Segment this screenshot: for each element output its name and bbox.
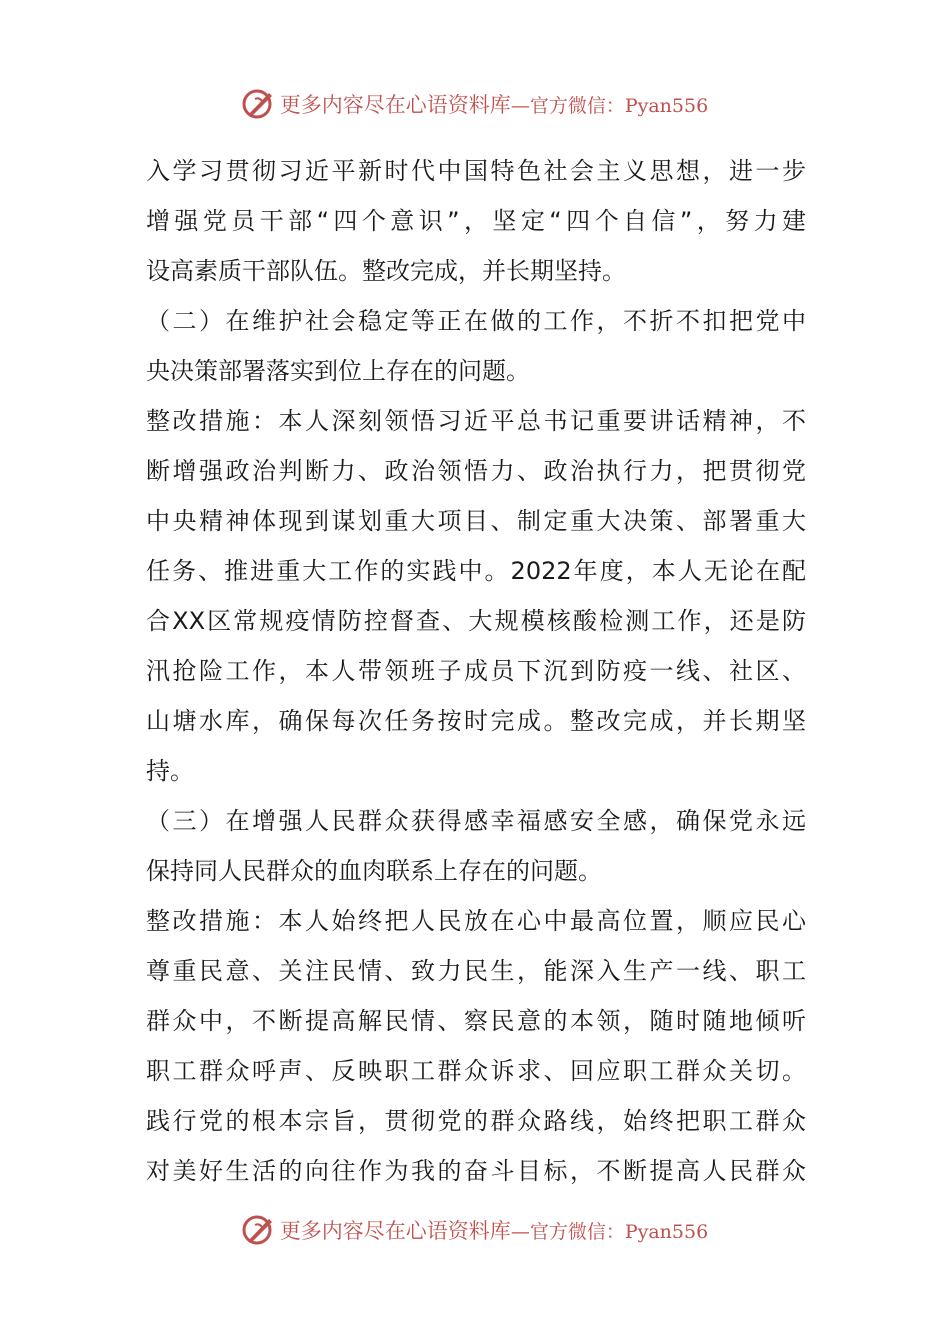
- text-line: 合XX区常规疫情防控督查、大规模核酸检测工作，还是防: [146, 607, 806, 635]
- text-line: 践行党的根本宗旨，贯彻党的群众路线，始终把职工群众: [146, 1107, 806, 1135]
- text-line: 汛抢险工作，本人带领班子成员下沉到防疫一线、社区、: [146, 657, 806, 685]
- text-line: 整改措施：本人深刻领悟习近平总书记重要讲话精神，不: [146, 407, 806, 435]
- text-line: 增强党员干部“四个意识”，坚定“四个自信”，努力建: [146, 207, 806, 235]
- text-line: （二）在维护社会稳定等正在做的工作，不折不扣把党中: [146, 307, 806, 335]
- text-line: 保持同人民群众的血肉联系上存在的问题。: [146, 857, 602, 885]
- text-line: 山塘水库，确保每次任务按时完成。整改完成，并长期坚: [146, 707, 806, 735]
- watermark-brand: 更多内容尽在心语资料库: [279, 1219, 511, 1243]
- document-body: [146, 146, 806, 1196]
- header-watermark: [0, 84, 950, 124]
- text-line: 对美好生活的向往作为我的奋斗目标，不断提高人民群众: [146, 1157, 806, 1185]
- text-line: （三）在增强人民群众获得感幸福感安全感，确保党永远: [146, 807, 806, 835]
- footer-watermark: [0, 1210, 950, 1250]
- text-line: 职工群众呼声、反映职工群众诉求、回应职工群众关切。: [146, 1057, 806, 1085]
- pen-logo-icon: [242, 87, 276, 121]
- text-line: 央决策部署落实到位上存在的问题。: [146, 357, 530, 385]
- text-line: 中央精神体现到谋划重大项目、制定重大决策、部署重大: [146, 507, 806, 535]
- text-line: 断增强政治判断力、政治领悟力、政治执行力，把贯彻党: [146, 457, 806, 485]
- text-line: 持。: [146, 757, 194, 785]
- watermark-brand: 更多内容尽在心语资料库: [279, 93, 511, 117]
- text-line: 整改措施：本人始终把人民放在心中最高位置，顺应民心: [146, 907, 806, 935]
- text-line: 群众中，不断提高解民情、察民意的本领，随时随地倾听: [146, 1007, 806, 1035]
- text-line: 入学习贯彻习近平新时代中国特色社会主义思想，进一步: [146, 157, 806, 185]
- text-line: 任务、推进重大工作的实践中。2022年度，本人无论在配: [146, 557, 806, 585]
- text-line: 尊重民意、关注民情、致力民生，能深入生产一线、职工: [146, 957, 806, 985]
- watermark-contact: —官方微信：Pyan556: [510, 1220, 709, 1243]
- pen-logo-icon: [242, 1213, 276, 1247]
- text-line: 设高素质干部队伍。整改完成，并长期坚持。: [146, 257, 626, 285]
- watermark-contact: —官方微信：Pyan556: [510, 94, 709, 117]
